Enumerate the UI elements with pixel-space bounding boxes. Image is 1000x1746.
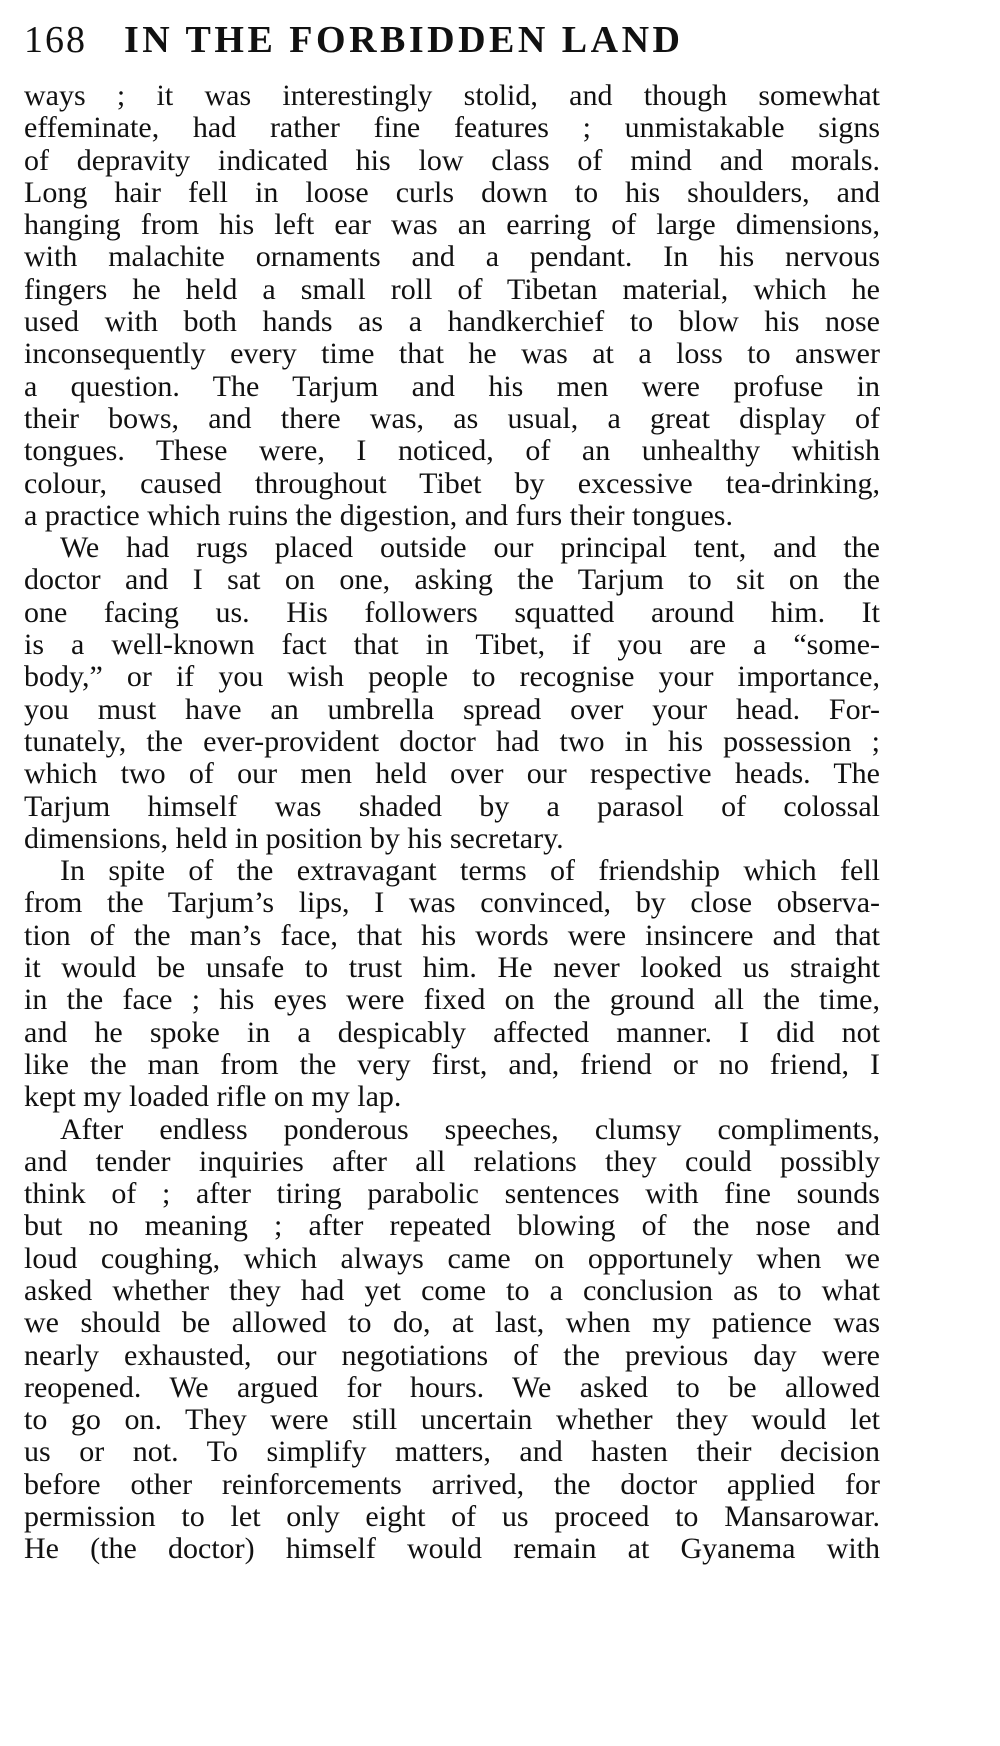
text-line: us or not. To simplify matters, and hasten their decision	[24, 1435, 880, 1469]
text-line: reopened. We argued for hours. We asked to be allowed	[24, 1370, 880, 1404]
text-line: effeminate, had rather fine features ; unmistakable signs	[24, 111, 880, 145]
text-line: one facing us. His followers squatted around him. It	[24, 595, 880, 629]
text-line: which two of our men held over our respective heads. The	[24, 757, 880, 791]
text-line: tunately, the ever-provident doctor had two in his possession ;	[24, 724, 880, 758]
text-line: of depravity indicated his low class of mind and morals.	[24, 143, 880, 177]
text-line: We had rugs placed outside our principal tent, and the	[60, 531, 880, 565]
paragraph	[24, 1114, 880, 1566]
text-line: we should be allowed to do, at last, when my patience was	[24, 1306, 880, 1340]
text-line: permission to let only eight of us proceed to Mansarowar.	[24, 1500, 880, 1534]
text-line: colour, caused throughout Tibet by excessive tea-drinking,	[24, 466, 880, 500]
paragraph	[24, 855, 880, 1113]
text-line: doctor and I sat on one, asking the Tarjum to sit on the	[24, 563, 880, 597]
text-line: before other reinforcements arrived, the doctor applied for	[24, 1467, 880, 1501]
text-line: you must have an umbrella spread over your head. For-	[24, 692, 880, 726]
running-head	[24, 18, 974, 80]
text-line: body,” or if you wish people to recognise your importance,	[24, 660, 880, 694]
page-number: 168	[24, 19, 87, 61]
text-line: Tarjum himself was shaded by a parasol of colossal	[24, 789, 880, 823]
text-line: nearly exhausted, our negotiations of the previous day were	[24, 1338, 880, 1372]
text-line: asked whether they had yet come to a conclusion as to what	[24, 1273, 880, 1307]
text-line: but no meaning ; after repeated blowing of the nose and	[24, 1209, 880, 1243]
text-line: like the man from the very first, and, friend or no friend, I	[24, 1047, 880, 1081]
text-line: After endless ponderous speeches, clumsy compliments,	[60, 1112, 880, 1146]
text-line: kept my loaded rifle on my lap.	[24, 1080, 402, 1114]
text-line: in the face ; his eyes were fixed on the ground all the time,	[24, 983, 880, 1017]
text-line: and tender inquiries after all relations they could possibly	[24, 1144, 880, 1178]
body-text	[24, 80, 880, 1566]
text-line: inconsequently every time that he was at a loss to answer	[24, 337, 880, 371]
text-line: is a well-known fact that in Tibet, if you are a “some-	[24, 628, 880, 662]
text-line: used with both hands as a handkerchief to blow his nose	[24, 305, 880, 339]
text-line: think of ; after tiring parabolic sentences with fine sounds	[24, 1177, 880, 1211]
text-line: fingers he held a small roll of Tibetan material, which he	[24, 272, 880, 306]
text-line: dimensions, held in position by his secretary.	[24, 821, 564, 855]
text-line: to go on. They were still uncertain whether they would let	[24, 1403, 880, 1437]
paragraph	[24, 532, 880, 855]
text-line: ways ; it was interestingly stolid, and though somewhat	[24, 79, 880, 112]
text-line: with malachite ornaments and a pendant. In his nervous	[24, 240, 880, 274]
text-line: it would be unsafe to trust him. He never looked us straight	[24, 951, 880, 985]
text-line: tongues. These were, I noticed, of an unhealthy whitish	[24, 434, 880, 468]
text-line: tion of the man’s face, that his words were insincere and that	[24, 918, 880, 952]
text-line: loud coughing, which always came on opportunely when we	[24, 1241, 880, 1275]
text-line: a question. The Tarjum and his men were profuse in	[24, 369, 880, 403]
text-line: their bows, and there was, as usual, a great display of	[24, 401, 880, 435]
text-line: from the Tarjum’s lips, I was convinced, by close observa-	[24, 886, 880, 920]
text-line: He (the doctor) himself would remain at Gyanema with	[24, 1532, 880, 1566]
text-line: a practice which ruins the digestion, and furs their tongues.	[24, 498, 733, 532]
text-line: hanging from his left ear was an earring of large dimensions,	[24, 208, 880, 242]
text-line: Long hair fell in loose curls down to his shoulders, and	[24, 175, 880, 209]
text-line: In spite of the extravagant terms of friendship which fell	[60, 854, 880, 888]
paragraph	[24, 80, 880, 532]
running-title: IN THE FORBIDDEN LAND	[124, 19, 684, 61]
text-line: and he spoke in a despicably affected manner. I did not	[24, 1015, 880, 1049]
